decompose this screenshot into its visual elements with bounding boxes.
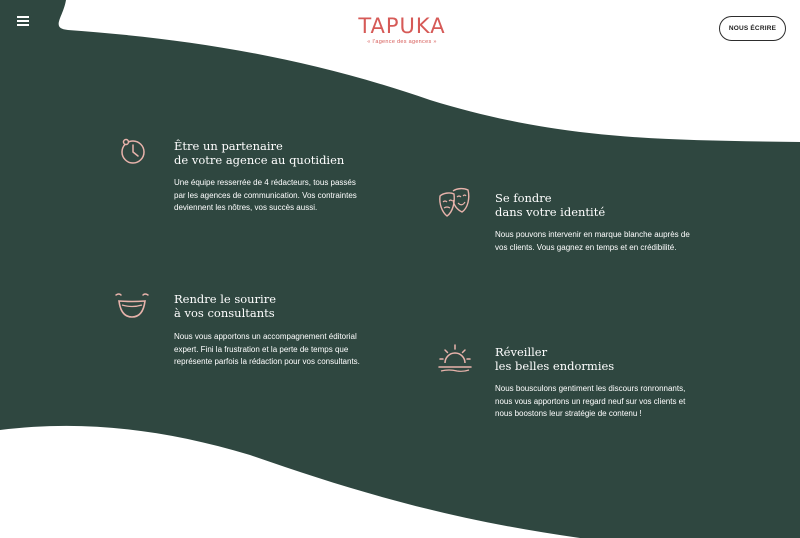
hamburger-line (17, 24, 29, 26)
feature-title-line1: Réveiller (495, 345, 548, 359)
feature-text: Une équipe resserrée de 4 rédacteurs, tous passés par les agences de communication. Vos contraintes deviennent les nôtres, vos succès aussi. (174, 178, 357, 212)
smile-icon (114, 289, 150, 321)
contact-button[interactable]: NOUS ÉCRIRE (719, 16, 786, 41)
menu-button[interactable] (0, 0, 48, 44)
sunrise-icon (437, 339, 473, 375)
feature-title (495, 345, 614, 373)
clock-icon (118, 134, 150, 168)
logo-text: TAPUKA (358, 14, 446, 38)
hamburger-line (17, 20, 29, 22)
feature-title (174, 292, 276, 320)
feature-title-line2: les belles endormies (495, 359, 615, 373)
feature-title-line1: Rendre le sourire (174, 292, 277, 306)
hamburger-menu-icon (17, 16, 29, 18)
feature-title-line2: dans votre identité (495, 205, 606, 219)
feature-text: Nous vous apportons un accompagnement éditorial expert. Fini la frustration et la perte de temps que représente parfois la rédaction pour vos consultants. (174, 332, 360, 366)
feature-title (174, 139, 344, 167)
feature-title-line1: Être un partenaire (174, 139, 283, 153)
feature-title-line1: Se fondre (495, 191, 552, 205)
feature-text: Nous pouvons intervenir en marque blanche auprès de vos clients. Vous gagnez en temps et en crédibilité. (495, 230, 690, 252)
feature-title (495, 191, 605, 219)
feature-title-line2: à vos consultants (174, 306, 275, 320)
brand-logo[interactable] (340, 14, 464, 45)
theater-masks-icon (437, 186, 473, 222)
feature-title-line2: de votre agence au quotidien (174, 153, 345, 167)
feature-text: Nous bousculons gentiment les discours ronronnants, nous vous apportons un regard neuf sur vos clients et nous boostons leur stratégie de contenu ! (495, 384, 686, 418)
logo-tagline: « l'agence des agences » (367, 39, 437, 45)
